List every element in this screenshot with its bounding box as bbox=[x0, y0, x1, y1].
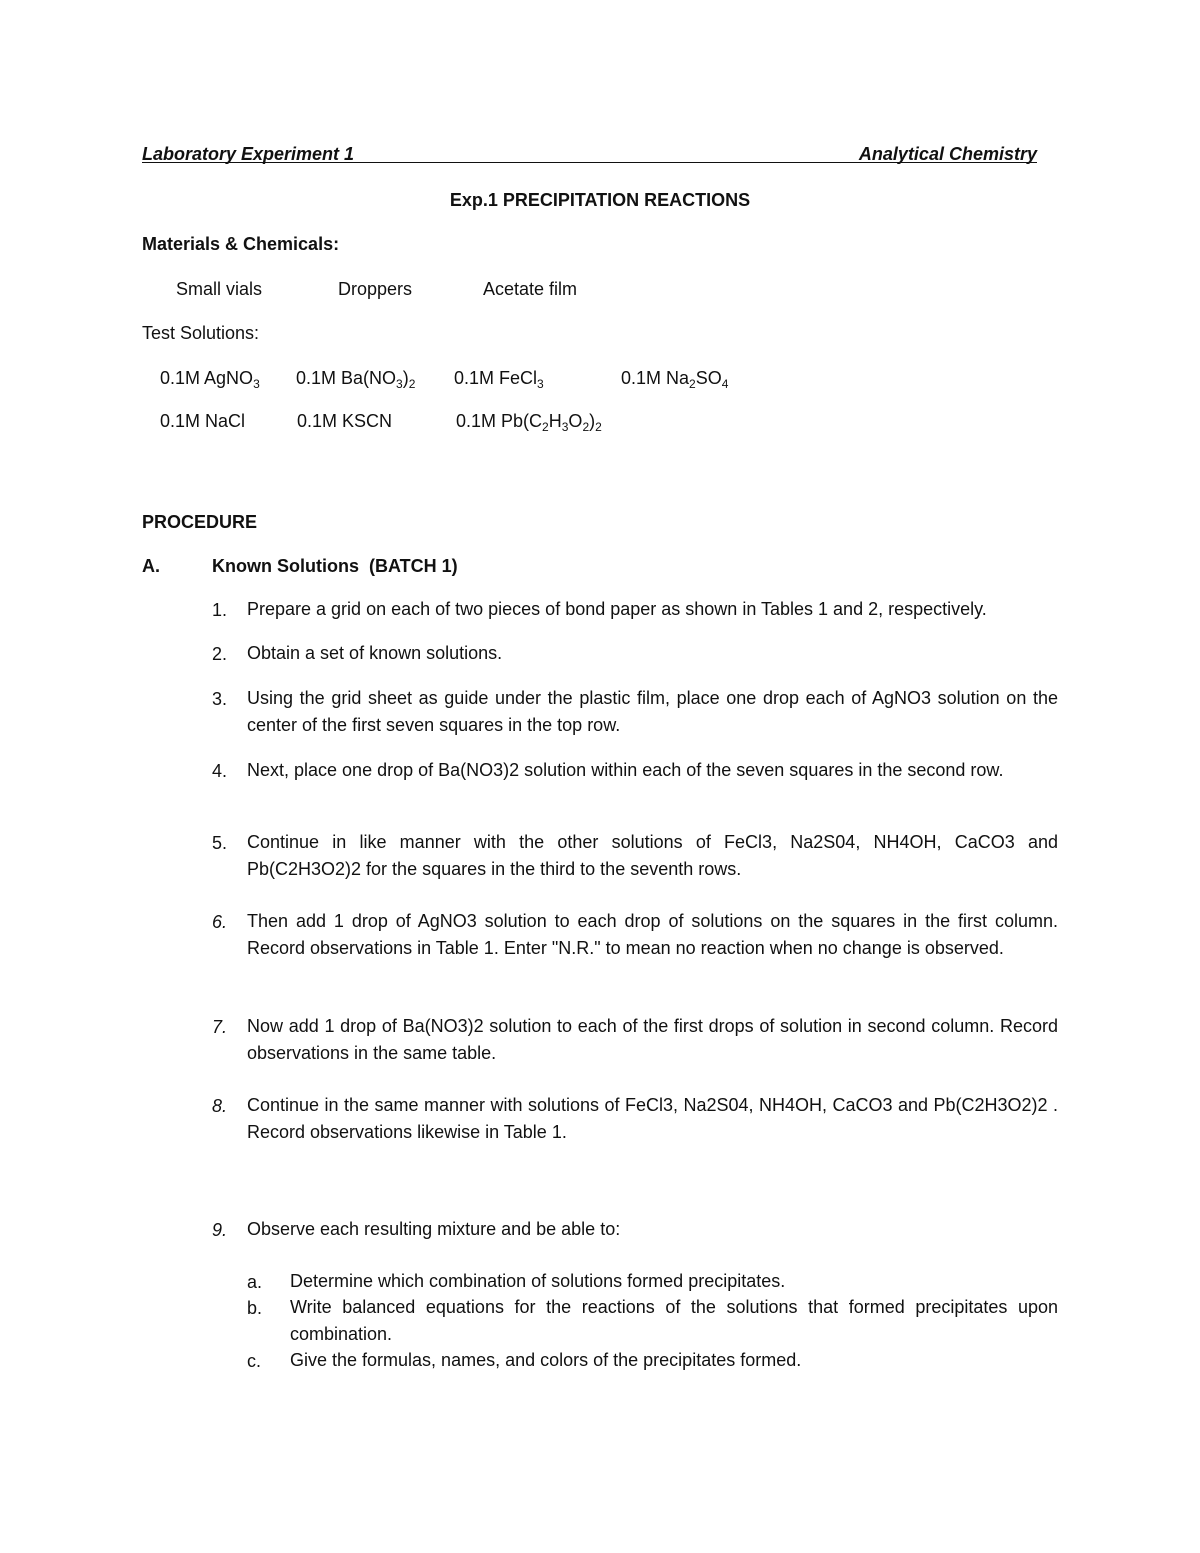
solution-prefix: 0.1M bbox=[160, 368, 201, 388]
step-text: Next, place one drop of Ba(NO3)2 solution within each of the seven squares in the second row. bbox=[247, 760, 1004, 780]
step-text: Obtain a set of known solutions. bbox=[247, 643, 503, 663]
step-number: 8. bbox=[212, 1096, 228, 1116]
substep-text: Give the formulas, names, and colors of the precipitates formed. bbox=[290, 1350, 802, 1370]
solution-na2so4: 0.1M $Na_2SO_4$ bbox=[621, 368, 729, 391]
step-text: Continue in like manner with the other solutions of FeCl3, Na2S04, NH4OH, CaCO3 and Pb(C2H3O2)2 for the squares in the third to the seventh rows. bbox=[247, 832, 1058, 879]
solution-prefix: 0.1M bbox=[621, 368, 662, 388]
substep-letter: a. bbox=[247, 1272, 263, 1292]
solution-prefix: 0.1M bbox=[456, 411, 497, 431]
solution-prefix: 0.1M bbox=[454, 368, 495, 388]
solution-fecl3: 0.1M FeCl$_3$ bbox=[454, 368, 544, 391]
material-item: Acetate film bbox=[483, 279, 578, 299]
material-item: Small vials bbox=[176, 279, 263, 299]
step-text: Then add 1 drop of AgNO3 solution to each drop of solutions on the squares in the first column. Record observations in Table 1. Enter "N.R." to mean no reaction when no change is observed. bbox=[247, 911, 1058, 958]
solution-nacl: 0.1M NaCl bbox=[160, 411, 246, 431]
header-left: Laboratory Experiment 1 bbox=[142, 144, 355, 164]
step-number: 6. bbox=[212, 912, 228, 932]
solution-pbacetate: 0.1M $Pb(C_2H_3O_2)_2$ bbox=[456, 411, 602, 434]
substep-text: Write balanced equations for the reactions of the solutions that formed precipitates upon combination. bbox=[290, 1297, 1058, 1344]
procedure-heading: PROCEDURE bbox=[142, 512, 258, 532]
step-text: Prepare a grid on each of two pieces of bond paper as shown in Tables 1 and 2, respectively. bbox=[247, 599, 987, 619]
section-letter: A. bbox=[142, 556, 160, 576]
substep-text: Determine which combination of solutions formed precipitates. bbox=[290, 1271, 786, 1291]
solution-bano3: 0.1M $Ba(NO_3)_2$ bbox=[296, 368, 416, 391]
solution-prefix: 0.1M bbox=[297, 411, 338, 431]
step-text: Observe each resulting mixture and be able to: bbox=[247, 1219, 621, 1239]
solution-agno3: 0.1M AgNO$_3$ bbox=[160, 368, 260, 391]
step-number: 7. bbox=[212, 1017, 228, 1037]
solution-prefix: 0.1M bbox=[296, 368, 337, 388]
materials-heading: Materials & Chemicals: bbox=[142, 234, 340, 254]
step-number: 4. bbox=[212, 761, 228, 781]
header-right: Analytical Chemistry bbox=[858, 144, 1037, 164]
section-title: Known Solutions (BATCH 1) bbox=[212, 556, 458, 576]
material-item: Droppers bbox=[338, 279, 413, 299]
substep-letter: c. bbox=[247, 1351, 262, 1371]
step-number: 3. bbox=[212, 689, 228, 709]
page-title: Exp.1 PRECIPITATION REACTIONS bbox=[449, 190, 751, 210]
step-number: 1. bbox=[212, 600, 228, 620]
test-solutions-heading: Test Solutions: bbox=[142, 323, 260, 343]
step-text: Using the grid sheet as guide under the plastic film, place one drop each of AgNO3 solution on the center of the first seven squares in the top row. bbox=[247, 688, 1058, 735]
step-text: Now add 1 drop of Ba(NO3)2 solution to each of the first drops of solution in second column. Record observations in the same table. bbox=[247, 1016, 1058, 1063]
step-number: 5. bbox=[212, 833, 228, 853]
solution-kscn: 0.1M KSCN bbox=[297, 411, 393, 431]
substep-letter: b. bbox=[247, 1298, 263, 1318]
step-number: 9. bbox=[212, 1220, 228, 1240]
header-rule bbox=[142, 162, 1037, 163]
step-number: 2. bbox=[212, 644, 228, 664]
solution-prefix: 0.1M bbox=[160, 411, 201, 431]
step-text: Continue in the same manner with solutions of FeCl3, Na2S04, NH4OH, CaCO3 and Pb(C2H3O2)2 . Record observations likewise in Table 1. bbox=[247, 1095, 1058, 1142]
